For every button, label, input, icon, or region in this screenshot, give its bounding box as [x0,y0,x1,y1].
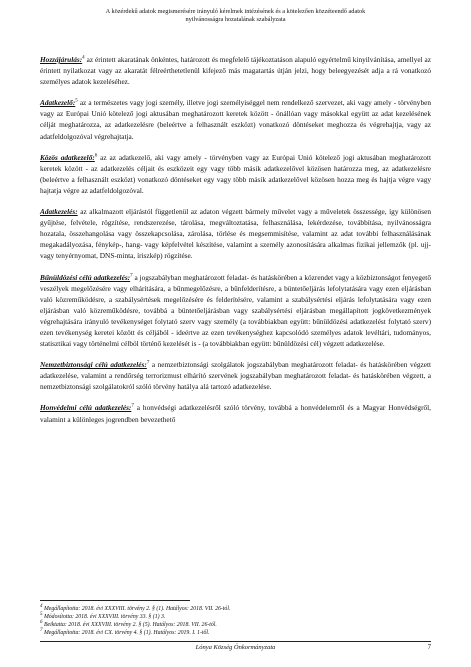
footnote-number: 5 [40,612,43,618]
footnote-ref: 7 [130,273,133,279]
term: Adatkezelés: [40,207,78,217]
paragraph-text: az a természetes vagy jogi személy, illetve jogi személyiséggel nem rendelkező szervezet, aki vagy amely - törvényben vagy az Európai Unió kötelező jogi aktusában meghatározott keretek között - önállóan vagy másokkal együtt az adat kezelésének célját meghatározza, az adatkezelésre (beleértve a felhasznált eszközt) vonatkozó döntéseket meghozza és végrehajtja, vagy az adatfeldolgozóval végrehajtatja. [40,98,431,141]
footnote-number: 4 [40,604,43,610]
paragraph-text: az érintett akaratának önkéntes, határozott és megfelelő tájékoztatáson alapuló egyértelmű kinyilvánítása, amellyel az érintett nyilatkozat vagy az akaratát félreérthetetlenül kifejező más magatartás útján jelzi, hogy beleegyezését adja a rá vonatkozó személyes adatok kezeléséhez. [40,55,431,87]
footnote-divider [40,600,190,601]
footnote [40,613,431,621]
paragraph-adatkezelo [40,97,431,141]
paragraph-text: az alkalmazott eljárástól függetlenül az adaton végzett bármely művelet vagy a műveletek összessége, így különösen gyűjtése, felvétele, rögzítése, rendszerezése, tárolása, megváltoztatása, felhasználása, lekérdezése, továbbítása, nyilvánosságra hozatala, összehangolása vagy összekapcsolása, zárolása, törlése és megsemmisítése, valamint az adat további felhasználásának megakadályozása, fénykép-, hang- vagy képfelvétel készítése, valamint a személy azonosítására alkalmas fizikai jellemzők (pl. ujj- vagy tenyérnyomat, DNS-minta, íriszkép) rögzítése. [40,207,431,261]
footnote-number: 7 [40,628,43,634]
paragraph-text: a honvédségi adatkezelésről szóló törvény, továbbá a honvédelemről és a Magyar Honvédségről, valamint a különleges jogrendben bevezethető [40,403,431,424]
footer-divider [40,641,431,642]
footnote-text: Módosította: 2018. évi XXXVIII. törvény 33. § (1) 3. [43,614,166,620]
footnote-ref: 7 [146,360,150,366]
paragraph-kozos-adatkezelo [40,152,431,196]
paragraph-bunuldozesi [40,272,431,350]
header-line-2: nyilvánosságra hozatalának szabályzata [185,16,286,23]
term: Közös adatkezelő: [40,152,95,162]
paragraph-text: az az adatkezelő, aki vagy amely - törvényben vagy az Európai Unió kötelező jogi aktusában meghatározott keretek között - az adatkezelés céljait és eszközeit egy vagy több másik adatkezelővel közösen határozza meg, az adatkezelésre (beleértve a felhasznált eszközt) vonatkozó döntéseket egy vagy több másik adatkezelővel közösen hozza meg és hajtja végre vagy hajtatja végre az adatfeldolgozóval. [40,152,431,195]
paragraph-hozzajarulas [40,54,431,87]
footnote-ref: 6 [94,153,98,159]
running-header [40,8,431,24]
footnote [40,621,431,629]
footnote-number: 6 [40,620,43,626]
term: Bűnüldözési célú adatkezelés: [40,272,131,282]
page-number: 7 [427,644,431,651]
footnote [40,629,431,637]
paragraph-adatkezeles [40,206,431,261]
footnote-text: Megállapította: 2018. évi XXXVIII. törvény 2. § (1). Hatályos: 2018. VII. 26-tól. [43,606,231,612]
paragraph-text: a nemzetbiztonsági szolgálatok jogszabályban meghatározott feladat- és hatáskörében végzett adatkezelése, valamint a rendőrség terrorizmust elhárító szervének jogszabályban meghatározott feladat- és hatáskörében végzett, a nemzetbiztonsági szolgálatokról szóló törvény hatálya alá tartozó adatkezelése. [40,360,432,392]
header-line-1: A közérdekű adatok megismerésére irányuló kérelmek intézésének és a kötelezően közzéteendő adatok [105,8,366,15]
footnote-ref: 5 [75,98,78,104]
paragraph-honvedelmi [40,402,431,424]
paragraph-text: a jogszabályban meghatározott feladat- és hatáskörében a közrendet vagy a közbiztonságot fenyegető veszélyek megelőzésére vagy elhárítására, a bűnmegelőzésre, a bűnfelderítésre, a büntetőeljárás lefolytatására vagy ezen eljárásban való közreműködésre, a szabálysértések megelőzésére és felderítésére, valamint a szabálysértési eljárás lefolytatására vagy ezen eljárásban való közreműködésre, továbbá a büntetőeljárásban vagy szabálysértési eljárásban megállapított jogkövetkezmények végrehajtására irányuló tevékenységet folytató szerv vagy személy (a továbbiakban együtt: bűnüldözési adatkezelést folytató szerv) ezen tevékenység keretei között és céljából - ideértve az ezen tevékenységhez kapcsolódó személyes adatok levéltári, tudományos, statisztikai vagy történelmi célból történő kezelését is - (a továbbiakban együtt: bűnüldözési cél) végzett adatkezelése. [40,272,431,349]
term: Nemzetbiztonsági célú adatkezelés: [40,360,147,370]
term: Hozzájárulás: [40,55,83,64]
footnote-text: Megállapította: 2018. évi CX. törvény 4. § (1). Hatályos: 2019. I. 1-től. [43,630,210,636]
footer-organization: Lónya Község Önkormányzata [195,644,276,651]
body-text [40,54,431,435]
term: Honvédelmi célú adatkezelés: [40,403,132,413]
footnote [40,605,431,613]
footnote-ref: 7 [131,404,134,410]
paragraph-nemzetbiztonsagi [40,359,431,392]
footnote-text: Beiktatta: 2018. évi XXXVIII. törvény 2. § (5). Hatályos: 2018. VII. 26-tól. [43,622,217,628]
term: Adatkezelő: [40,98,76,108]
footnotes [40,605,431,637]
footnote-ref: 4 [82,55,85,61]
